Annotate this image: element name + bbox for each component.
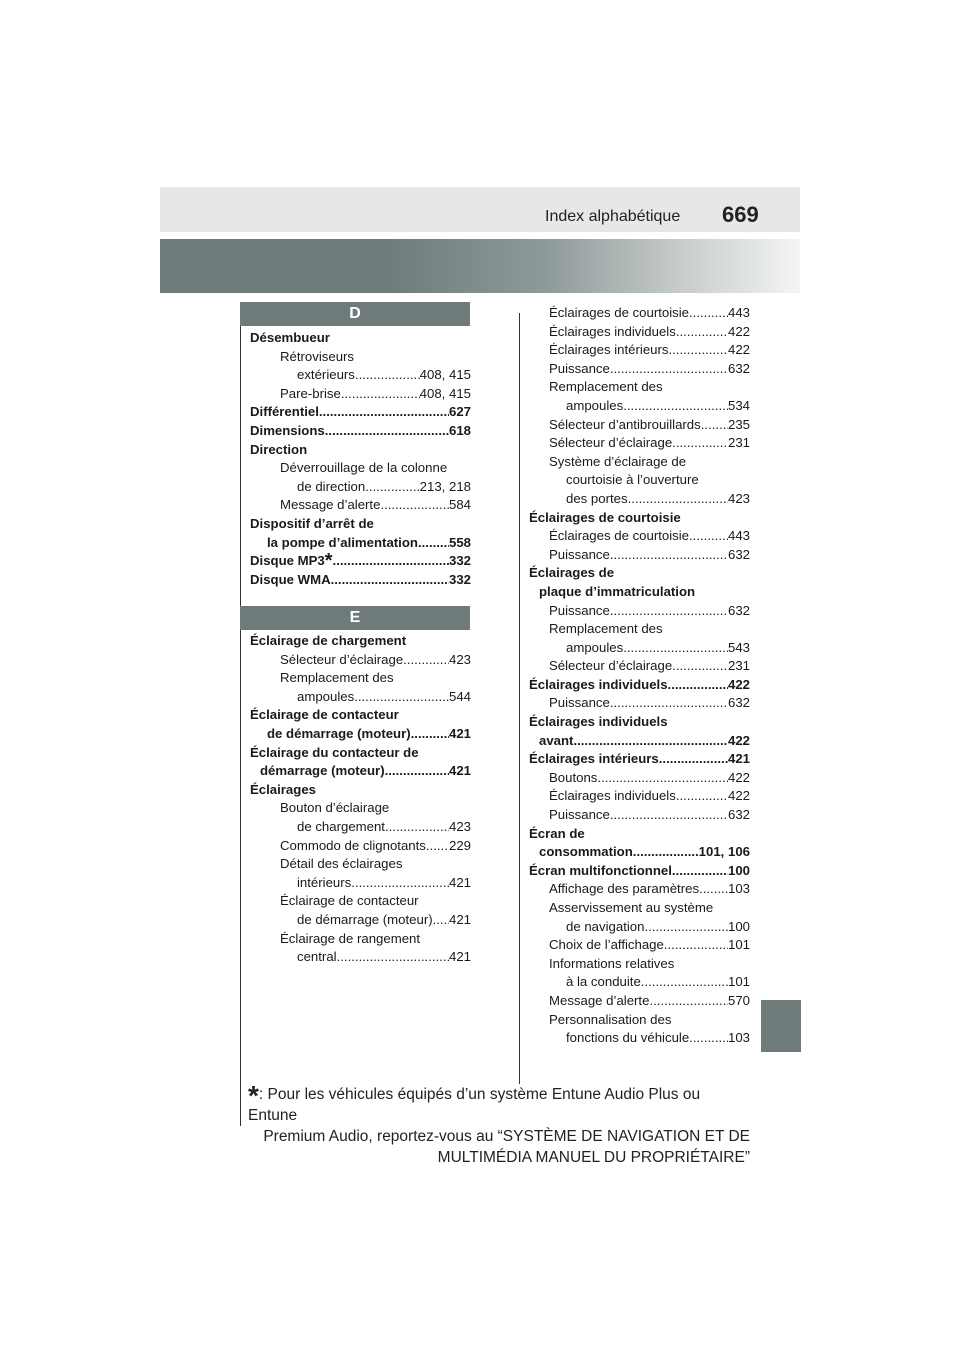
index-entry: Éclairage du contacteur de [250, 744, 419, 760]
index-entry: Informations relatives [549, 955, 675, 971]
index-entry: Éclairages de [529, 565, 615, 581]
index-entry: de navigation ..... 100 [529, 918, 750, 937]
index-entry: Direction [250, 441, 308, 457]
index-entry: Message d’alerte ..... 584 [250, 496, 471, 515]
index-entry: Puissance ..... 632 [529, 694, 750, 713]
header-band [160, 187, 800, 232]
index-entry: Éclairages individuels [529, 714, 668, 730]
index-entry: extérieurs ..... 408, 415 [250, 366, 471, 385]
index-entry: Écran multifonctionnel ..... 100 [529, 862, 750, 881]
footnote-star: * [324, 550, 333, 573]
index-entry: Boutons ..... 422 [529, 769, 750, 788]
index-entry: Éclairages de courtoisie ..... 443 [529, 527, 750, 546]
index-entry: la pompe d’alimentation ..... 558 [250, 534, 471, 553]
index-entry: Éclairages intérieurs ..... 421 [529, 750, 750, 769]
index-entry: Asservissement au système [549, 900, 714, 915]
index-entry: central ..... 421 [250, 948, 471, 967]
index-entry: à la conduite ..... 101 [529, 973, 750, 992]
index-entry: Différentiel ..... 627 [250, 403, 471, 422]
index-entry: Puissance ..... 632 [529, 806, 750, 825]
footnote-line-2: Premium Audio, reportez-vous au “SYSTÈME DE NAVIGATION ET DE [263, 1128, 750, 1145]
index-entry: Rétroviseurs [280, 348, 355, 364]
index-entry: Message d’alerte ..... 570 [529, 992, 750, 1011]
index-entry: des portes ..... 423 [529, 490, 750, 509]
index-entry: démarrage (moteur) ..... 421 [250, 762, 471, 781]
section-header-e: E [240, 606, 470, 630]
decorative-gradient-bar [160, 239, 800, 293]
index-entry: ampoules ..... 543 [529, 639, 750, 658]
index-entry: Éclairage de contacteur [250, 707, 399, 723]
index-entry: Éclairage de rangement [280, 930, 421, 946]
index-entry: Affichage des paramètres ..... 103 [529, 880, 750, 899]
index-entry: de démarrage (moteur) ..... 421 [250, 911, 471, 930]
index-entry: Éclairage de contacteur [280, 893, 419, 909]
index-entry: Sélecteur d’éclairage ..... 231 [529, 434, 750, 453]
index-entry: Commodo de clignotants ..... 229 [250, 837, 471, 856]
index-entry: Puissance ..... 632 [529, 602, 750, 621]
index-entry: Disque MP3* ..... 332 [250, 552, 471, 571]
index-entry: Choix de l’affichage ..... 101 [529, 936, 750, 955]
index-entry: fonctions du véhicule ..... 103 [529, 1029, 750, 1048]
footnote-star: * [248, 1080, 259, 1111]
index-entry: Remplacement des [280, 670, 394, 686]
index-entry: Écran de [529, 825, 585, 841]
index-entry: Éclairages intérieurs ..... 422 [529, 341, 750, 360]
index-entry: Pare-brise ..... 408, 415 [250, 385, 471, 404]
page-number: 669 [722, 202, 759, 227]
index-entry: Sélecteur d’éclairage ..... 423 [250, 651, 471, 670]
column-divider-left [240, 326, 241, 1126]
chapter-side-tab [761, 1000, 801, 1052]
index-entry: Sélecteur d’antibrouillards ..... 235 [529, 416, 750, 435]
section-header-d: D [240, 302, 470, 326]
footnote [248, 1080, 750, 1168]
index-column-2 [529, 304, 750, 1048]
index-entry: Remplacement des [549, 379, 663, 395]
index-entry: Désembueur [250, 330, 330, 345]
index-entry: ampoules ..... 534 [529, 397, 750, 416]
footnote-line-3: MULTIMÉDIA MANUEL DU PROPRIÉTAIRE” [437, 1149, 750, 1166]
index-entry: Éclairages individuels ..... 422 [529, 787, 750, 806]
index-entry: Déverrouillage de la colonne [280, 460, 448, 476]
index-entry: Détail des éclairages [280, 856, 403, 872]
index-entry: Puissance ..... 632 [529, 360, 750, 379]
index-entry: intérieurs ..... 421 [250, 874, 471, 893]
index-entry: consommation ..... 101, 106 [529, 843, 750, 862]
index-entry: Éclairages de courtoisie [529, 509, 681, 525]
index-entry: Disque WMA ..... 332 [250, 571, 471, 590]
index-entry: Éclairages de courtoisie ..... 443 [529, 304, 750, 323]
index-entry: ampoules ..... 544 [250, 688, 471, 707]
index-entry: Éclairages [250, 781, 316, 797]
index-entry: avant ..... 422 [529, 732, 750, 751]
index-entry: Remplacement des [549, 621, 663, 637]
index-column-1-e [250, 632, 471, 967]
index-column-1-d [250, 329, 471, 589]
index-entry: de chargement ..... 423 [250, 818, 471, 837]
index-entry: plaque d’immatriculation [539, 583, 696, 599]
index-entry: Dispositif d’arrêt de [250, 515, 374, 531]
index-entry: Personnalisation des [549, 1011, 672, 1027]
footnote-line-1: *: Pour les véhicules équipés d’un système Entune Audio Plus ou Entune [248, 1080, 701, 1124]
index-entry: Système d’éclairage de [549, 453, 687, 469]
page-header-title: Index alphabétique [545, 208, 681, 225]
index-entry: Éclairages individuels ..... 422 [529, 676, 750, 695]
index-entry: de direction ..... 213, 218 [250, 478, 471, 497]
index-entry: Bouton d’éclairage [280, 800, 390, 816]
index-entry: Éclairage de chargement [250, 633, 407, 648]
column-divider-center [519, 313, 520, 1084]
index-entry: courtoisie à l’ouverture [566, 472, 699, 488]
index-entry: Dimensions ..... 618 [250, 422, 471, 441]
index-entry: Sélecteur d’éclairage ..... 231 [529, 657, 750, 676]
index-entry: Éclairages individuels ..... 422 [529, 323, 750, 342]
index-entry: de démarrage (moteur) ..... 421 [250, 725, 471, 744]
index-entry: Puissance ..... 632 [529, 546, 750, 565]
